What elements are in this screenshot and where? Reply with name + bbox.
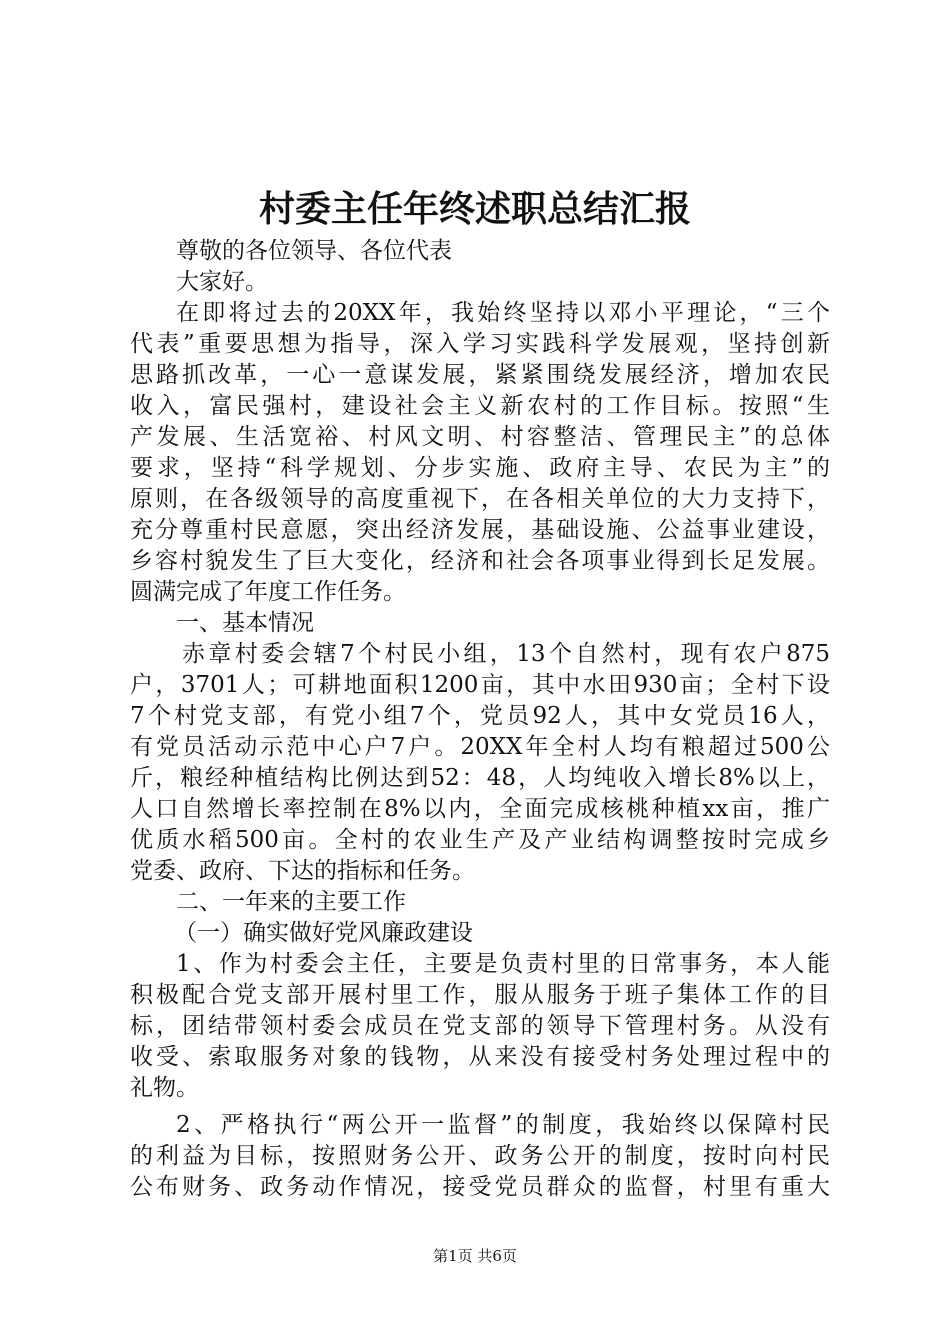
paragraph-line: 乡容村貌发生了巨大变化，经济和社会各项事业得到长足发展。 [130, 548, 830, 574]
paragraph-line: 要求，坚持“科学规划、分步实施、政府主导、农民为主”的 [130, 455, 830, 481]
document-title: 村委主任年终述职总结汇报 [258, 188, 691, 230]
paragraph-line: 产发展、生活宽裕、村风文明、村容整洁、管理民主”的总体 [130, 424, 830, 450]
paragraph-line: 优质水稻500亩。全村的农业生产及产业结构调整按时完成乡 [130, 827, 830, 853]
paragraph-line: 1、作为村委会主任，主要是负责村里的日常事务，本人能 [176, 951, 830, 977]
paragraph-line: 人口自然增长率控制在8%以内，全面完成核桃种植xx亩，推广 [130, 796, 830, 822]
paragraph-line: 斤，粮经种植结构比例达到52：48，人均纯收入增长8%以上， [130, 765, 830, 791]
paragraph-line: 标，团结带领村委会成员在党支部的领导下管理村务。从没有 [130, 1013, 830, 1039]
section-heading: 二、一年来的主要工作 [176, 889, 406, 915]
paragraph-line: 有党员活动示范中心户7户。20XX年全村人均有粮超过500公 [130, 734, 830, 760]
paragraph-line: 2、严格执行“两公开一监督”的制度，我始终以保障村民 [176, 1112, 830, 1138]
paragraph-line: 党委、政府、下达的指标和任务。 [130, 858, 475, 884]
paragraph-line: 思路抓改革，一心一意谋发展，紧紧围绕发展经济，增加农民 [130, 362, 830, 388]
subsection-heading: （一）确实做好党风廉政建设 [174, 920, 473, 946]
greeting-line: 大家好。 [176, 269, 268, 295]
paragraph-line: 收入，富民强村，建设社会主义新农村的工作目标。按照“生 [130, 393, 830, 419]
paragraph-line: 礼物。 [130, 1075, 199, 1101]
paragraph-line: 户，3701人；可耕地面积1200亩，其中水田930亩；全村下设 [130, 672, 830, 698]
paragraph-line: 代表”重要思想为指导，深入学习实践科学发展观，坚持创新 [130, 331, 830, 357]
paragraph-line: 圆满完成了年度工作任务。 [130, 579, 406, 605]
salutation-line: 尊敬的各位领导、各位代表 [176, 238, 452, 264]
paragraph-line: 赤章村委会辖7个村民小组，13个自然村，现有农户875 [182, 641, 830, 667]
paragraph-line: 公布财务、政务动作情况，接受党员群众的监督，村里有重大 [130, 1174, 830, 1200]
paragraph-line: 的利益为目标，按照财务公开、政务公开的制度，按时向村民 [130, 1143, 830, 1169]
paragraph-line: 原则，在各级领导的高度重视下，在各相关单位的大力支持下， [130, 486, 830, 512]
section-heading: 一、基本情况 [176, 610, 314, 636]
page-number: 第1页 共6页 [433, 1247, 517, 1265]
document-body [130, 236, 830, 1203]
paragraph-line: 在即将过去的20XX年，我始终坚持以邓小平理论，“三个 [176, 300, 830, 326]
paragraph-line: 充分尊重村民意愿，突出经济发展，基础设施、公益事业建设， [130, 517, 830, 543]
paragraph-line: 7个村党支部，有党小组7个，党员92人，其中女党员16人， [130, 703, 830, 729]
paragraph-line: 收受、索取服务对象的钱物，从来没有接受村务处理过程中的 [130, 1044, 830, 1070]
paragraph-line: 积极配合党支部开展村里工作，服从服务于班子集体工作的目 [130, 982, 830, 1008]
